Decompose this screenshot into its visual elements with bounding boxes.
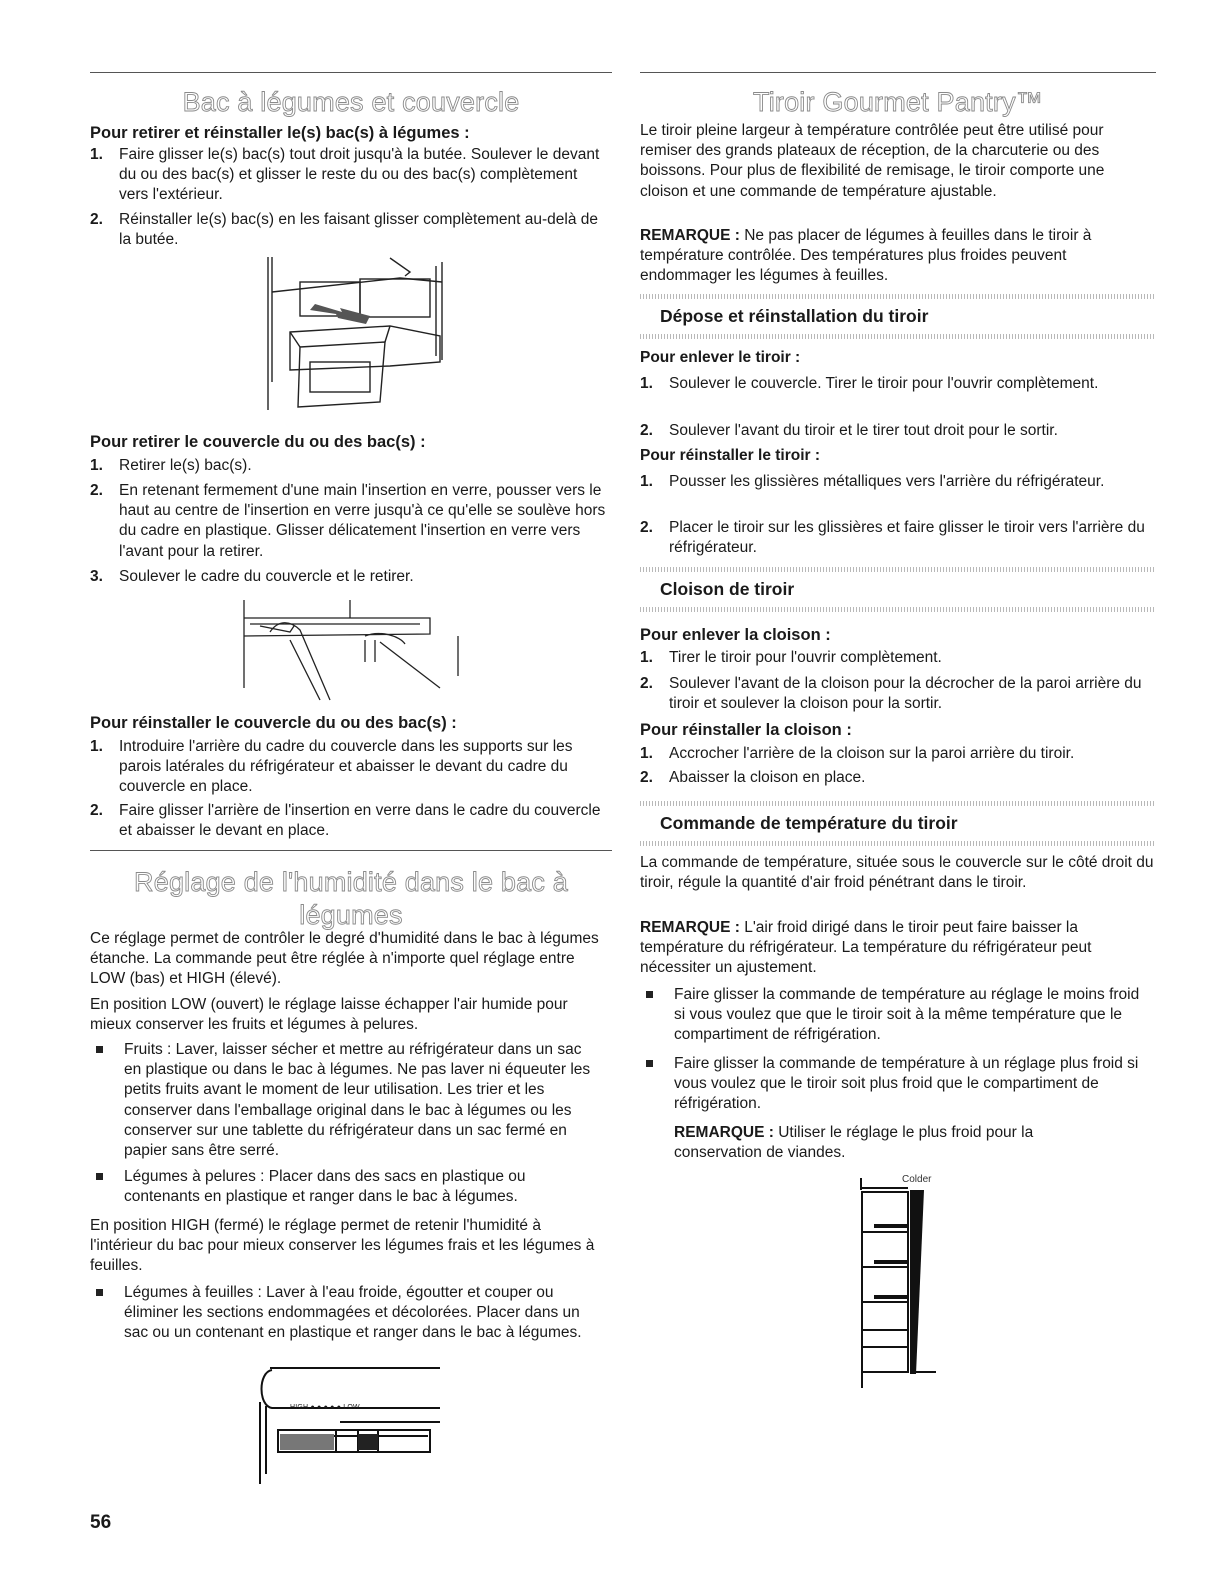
bullet-square [96,1173,103,1180]
list-item: 1. Faire glisser le(s) bac(s) tout droit jusqu'à la butée. Soulever le devant du ou des bac(s) et glisser le reste du ou des bac(s) complètement vers l'extérieur. [90,146,600,204]
subheading: Pour retirer le couvercle du ou des bac(s) : [90,433,426,451]
divider [640,72,1156,73]
list-item: 3. Soulever le cadre du couvercle et le retirer. [90,568,414,585]
note: REMARQUE : Utiliser le réglage le plus froid pour la conservation de viandes. [674,1124,1034,1162]
subheading: Pour réinstaller le couvercle du ou des bac(s) : [90,714,457,732]
crisper-cover-illustration [230,596,470,706]
section-title: Tiroir Gourmet Pantry™ [753,87,1043,117]
paragraph: Le tiroir pleine largeur à température contrôlée peut être utilisé pour remiser des grands plateaux de réception, de la charcuterie ou des boissons. Pour plus de flexibilité de remisage, le tiroir comporte une cloison et une commande de température ajustable. [640,122,1105,200]
section-band: Cloison de tiroir [640,567,1156,615]
section-title: Réglage de l'humidité dans le bac à légumes [134,867,568,930]
section-band: Commande de température du tiroir [640,801,1156,849]
section-title: Bac à légumes et couvercle [182,87,520,117]
bullet-square [646,1060,653,1067]
subheading: Pour réinstaller la cloison : [640,721,852,739]
list-item: 1. Pousser les glissières métalliques vers l'arrière du réfrigérateur. [640,473,1105,490]
list-item: 2. Abaisser la cloison en place. [640,769,866,786]
paragraph: En position LOW (ouvert) le réglage laisse échapper l'air humide pour mieux conserver les fruits et légumes à pelures. [90,996,568,1034]
humidity-control-illustration [250,1362,450,1492]
bullet-item: Faire glisser la commande de température à un réglage plus froid si vous voulez que le tiroir soit plus froid que le compartiment de réfrigération. [640,1054,1152,1115]
list-item: 2. Placer le tiroir sur les glissières et faire glisser le tiroir vers l'arrière du réfrigérateur. [640,519,1145,557]
bullet-square [96,1046,103,1053]
note: REMARQUE : L'air froid dirigé dans le tiroir peut faire baisser la température du réfrigérateur. La température du réfrigérateur peut nécessiter un ajustement. [640,919,1092,977]
divider [90,850,612,851]
bullet-item: Faire glisser la commande de température au réglage le moins froid si vous voulez que que le tiroir soit à la même température que le compartiment de réfrigération. [640,985,1152,1046]
temperature-control-illustration [852,1172,962,1392]
bullet-item: Légumes à feuilles : Laver à l'eau froide, égoutter et couper ou éliminer les sections endommagées et décolorées. Placer dans un sac ou un contenant en plastique et ranger dans le bac à légumes. [90,1283,602,1344]
list-item: 2. Faire glisser l'arrière de l'insertion en verre dans le cadre du couvercle et abaisser le devant en place. [90,802,601,840]
bullet-square [96,1289,103,1296]
list-item: 1. Accrocher l'arrière de la cloison sur la paroi arrière du tiroir. [640,745,1075,762]
humidity-scale-label: HIGH ● ● ● ● ● LOW [290,1404,360,1411]
bullet-square [646,991,653,998]
paragraph: La commande de température, située sous le couvercle sur le côté droit du tiroir, régule la quantité d'air froid pénétrant dans le tiroir. [640,854,1154,892]
list-item: 1. Introduire l'arrière du cadre du couvercle dans les supports sur les parois latérales du réfrigérateur et abaisser le devant du cadre du couvercle en place. [90,738,573,796]
page-number: 56 [90,1512,112,1533]
list-item: 1. Tirer le tiroir pour l'ouvrir complètement. [640,649,942,666]
list-item: 2. Réinstaller le(s) bac(s) en les faisant glisser complètement au-delà de la butée. [90,211,598,249]
temperature-scale-label: Colder [902,1174,932,1185]
subheading: Pour réinstaller le tiroir : [640,447,821,464]
divider [90,72,612,73]
section-band: Dépose et réinstallation du tiroir [640,294,1156,342]
list-item: 1. Soulever le couvercle. Tirer le tiroir pour l'ouvrir complètement. [640,375,1099,392]
bullet-item: Fruits : Laver, laisser sécher et mettre au réfrigérateur dans un sac en plastique ou dans le bac à légumes. Ne pas laver ni équeuter les petits fruits avant le moment de leur utilisation. Les trier et les conserver dans l'emballage original dans le bac à légumes ou les conserver sur une tablette du réfrigérateur dans un sac fermé en papier sans être serré. [90,1040,602,1161]
list-item: 2. Soulever l'avant de la cloison pour la décrocher de la paroi arrière du tiroir et soulever la cloison pour la sortir. [640,675,1142,713]
crisper-drawer-illustration [260,252,450,414]
bullet-item: Légumes à pelures : Placer dans des sacs en plastique ou contenants en plastique et ranger dans le bac à légumes. [90,1167,602,1207]
note: REMARQUE : Ne pas placer de légumes à feuilles dans le tiroir à température contrôlée. Des températures plus froides peuvent endommager les légumes à feuilles. [640,227,1092,285]
subheading: Pour enlever le tiroir : [640,349,801,366]
list-item: 2. Soulever l'avant du tiroir et le tirer tout droit pour le sortir. [640,422,1058,439]
paragraph: Ce réglage permet de contrôler le degré d'humidité dans le bac à légumes étanche. La commande peut être réglée à n'importe quel réglage entre LOW (bas) et HIGH (élevé). [90,930,599,988]
subheading: Pour retirer et réinstaller le(s) bac(s) à légumes : [90,124,470,142]
paragraph: En position HIGH (fermé) le réglage permet de retenir l'humidité à l'intérieur du bac pour mieux conserver les légumes frais et les légumes à feuilles. [90,1217,595,1275]
subheading: Pour enlever la cloison : [640,626,831,644]
list-item: 2. En retenant fermement d'une main l'insertion en verre, pousser vers le haut au centre de l'insertion en verre jusqu'à ce qu'elle se soulève hors du cadre en plastique. Glisser délicatement l'insertion en verre vers l'avant pour la retirer. [90,482,606,560]
list-item: 1. Retirer le(s) bac(s). [90,457,252,474]
